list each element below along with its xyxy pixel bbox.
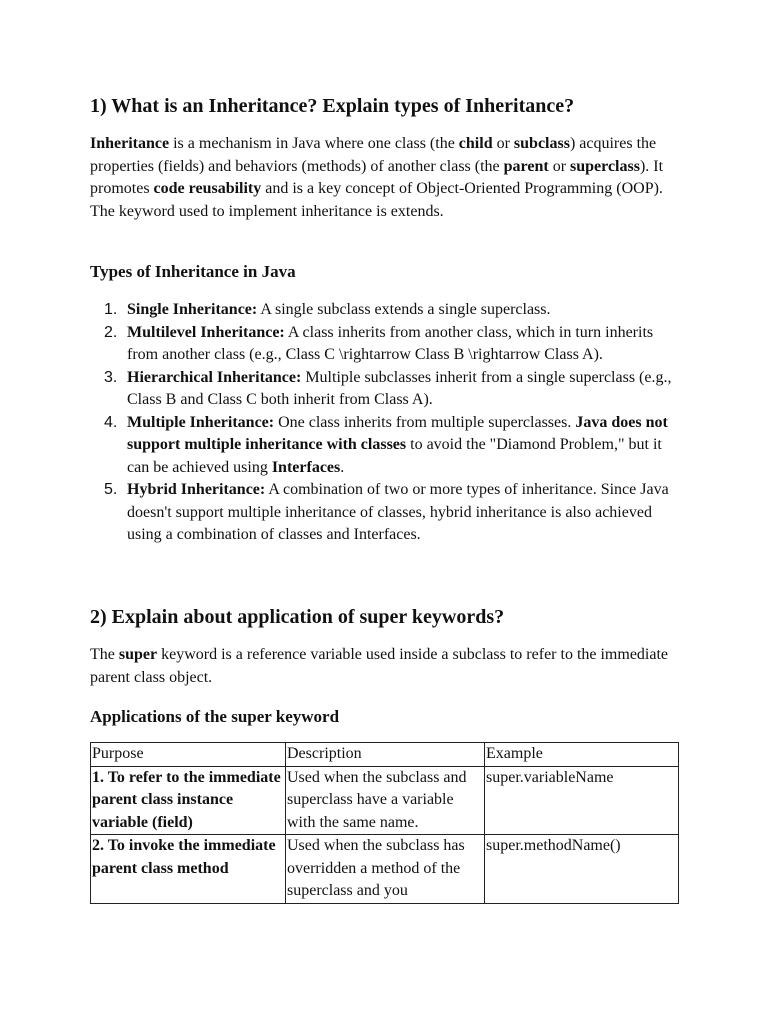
table-row (91, 835, 679, 904)
list-item: 4. Multiple Inheritance: One class inherits from multiple superclasses. Java does not support multiple inheritance with classes to avoid the "Diamond Problem," but it can be achieved using Interfaces. (104, 413, 668, 476)
table-header-row (91, 743, 679, 767)
inheritance-definition: Inheritance is a mechanism in Java where one class (the child or subclass) acquires the properties (fields) and behaviors (methods) of another class (the parent or superclass). It promotes code reusability and is a key concept of Object-Oriented Programming (OOP). The keyword used to implement inheritance is extends. (90, 135, 664, 220)
list-item: 3. Hierarchical Inheritance: Multiple subclasses inherit from a single superclass (e.g., Class B and Class C both inherit from Class A). (104, 368, 672, 408)
example-cell: super.variableName (485, 766, 679, 835)
purpose-cell: 1. To refer to the immediate parent class instance variable (field) (92, 768, 281, 831)
question-2-heading: 2) Explain about application of super keywords? (90, 606, 505, 628)
list-item: 5. Hybrid Inheritance: A combination of two or more types of inheritance. Since Java doesn't support multiple inheritance of classes, hybrid inheritance is also achieved using a combination of classes and Interfaces. (104, 481, 669, 543)
list-item: 1. Single Inheritance: A single subclass extends a single superclass. (104, 301, 551, 318)
purpose-cell: 2. To invoke the immediate parent class method (92, 837, 276, 877)
types-heading: Types of Inheritance in Java (90, 262, 296, 281)
header-example: Example (485, 743, 679, 767)
header-purpose: Purpose (91, 743, 286, 767)
question-1-heading: 1) What is an Inheritance? Explain types of Inheritance? (90, 95, 575, 117)
list-item: 2. Multilevel Inheritance: A class inherits from another class, which in turn inherits from another class (e.g., Class C \rightarrow Class B \rightarrow Class A). (104, 323, 654, 363)
header-description: Description (286, 743, 485, 767)
example-cell: super.methodName() (485, 835, 679, 904)
description-cell: Used when the subclass has overridden a method of the superclass and you (286, 835, 485, 904)
inheritance-types-list (90, 299, 680, 547)
applications-heading: Applications of the super keyword (90, 707, 340, 726)
description-cell: Used when the subclass and superclass have a variable with the same name. (286, 766, 485, 835)
super-applications-table (90, 742, 679, 904)
table-row (91, 766, 679, 835)
super-definition: The super keyword is a reference variable used inside a subclass to refer to the immediate parent class object. (90, 646, 669, 686)
